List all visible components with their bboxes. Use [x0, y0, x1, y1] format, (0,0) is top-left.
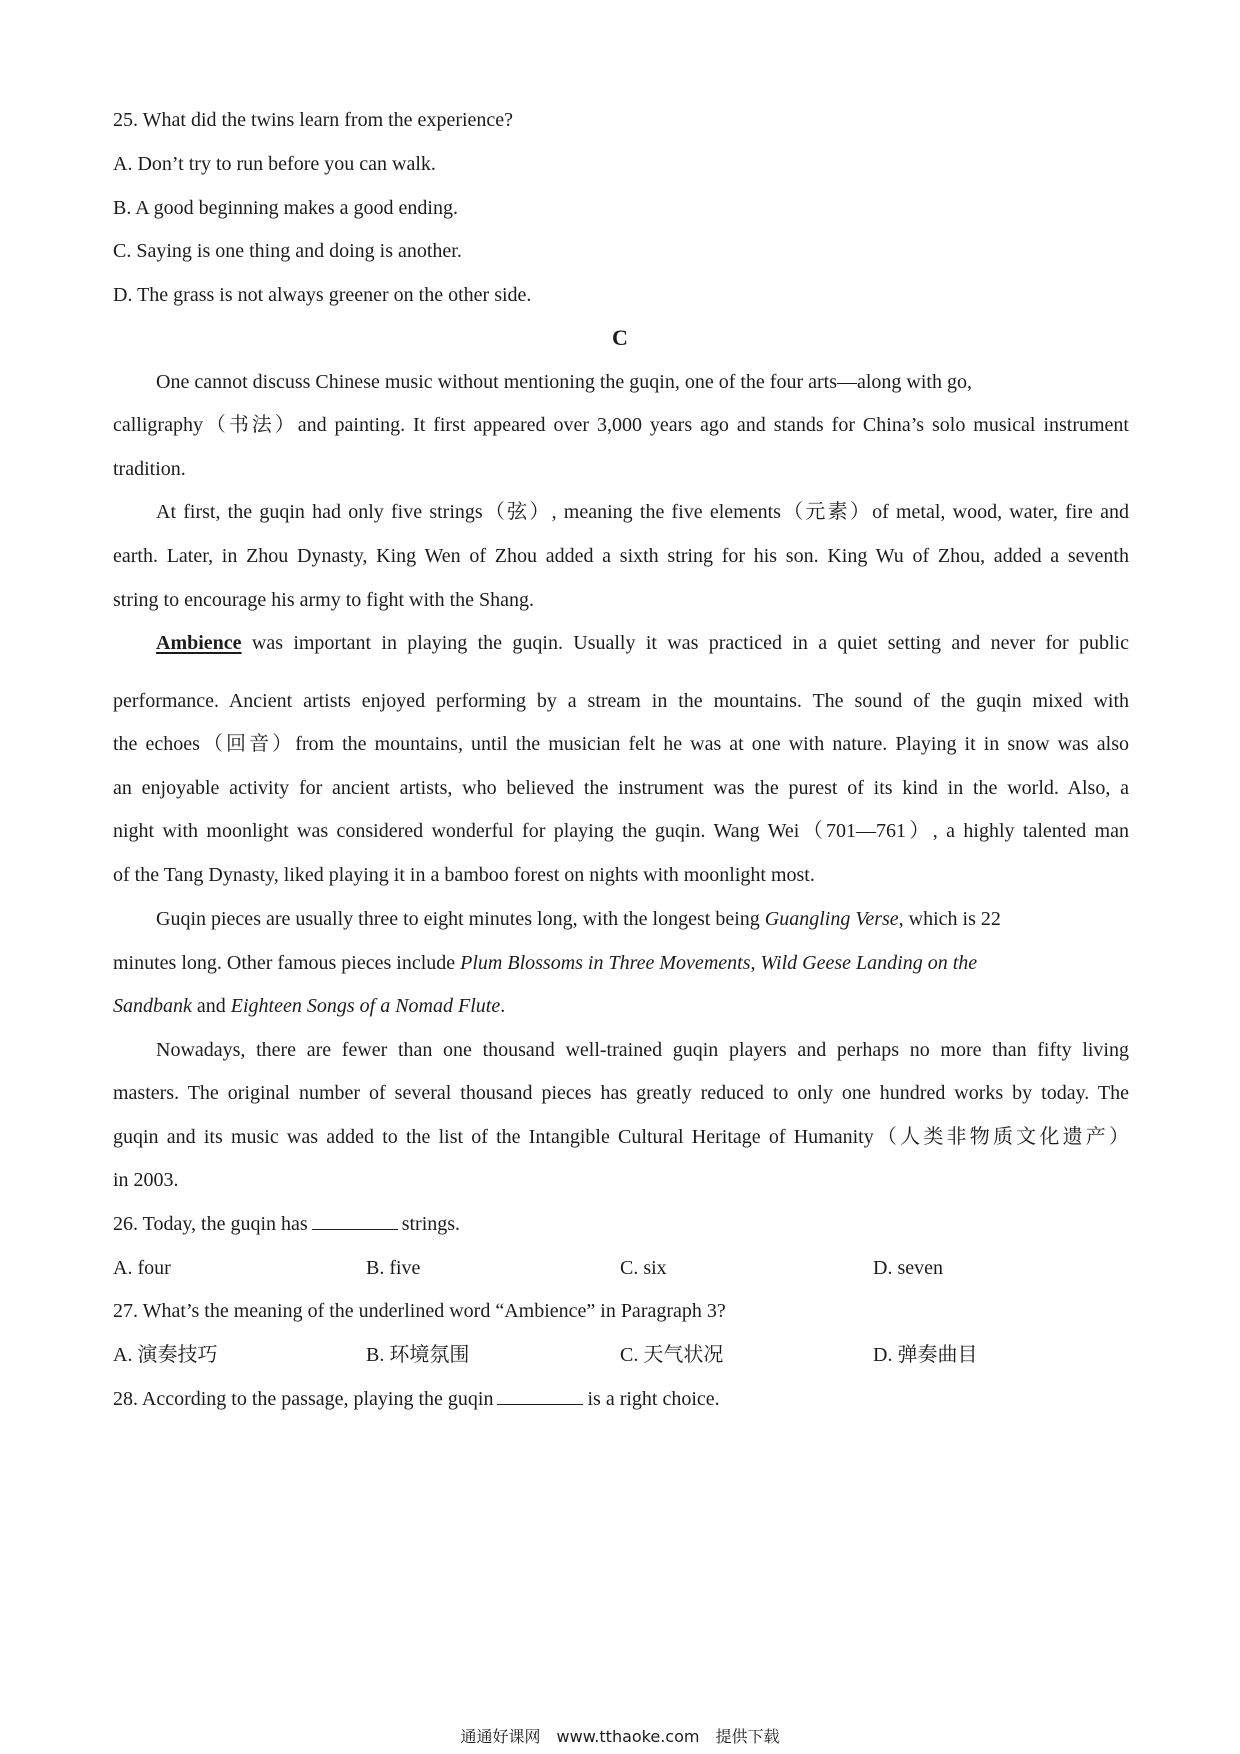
q26-option-a: A. four: [113, 1257, 171, 1279]
p3-line-4: an enjoyable activity for ancient artists, who believed the instrument was the purest of its kind in the world. Also, a: [113, 777, 1129, 799]
underlined-word-ambience: Ambience: [156, 632, 242, 654]
title-wild-geese-part-2: Sandbank: [113, 995, 192, 1017]
page-footer: 通通好课网 www.tthaoke.com 提供下载: [460, 1727, 780, 1746]
p2-line-1: At first, the guqin had only five strings（弦）, meaning the five elements（元素）of metal, wood, water, fire and: [156, 501, 1129, 523]
q28-answer-blank: [497, 1386, 583, 1405]
q28-text-after: is a right choice.: [587, 1388, 720, 1410]
p5-line-1: Nowadays, there are fewer than one thousand well-trained guqin players and perhaps no more than fifty living: [156, 1039, 1129, 1061]
p1-line-2: calligraphy（书法）and painting. It first appeared over 3,000 years ago and stands for China’s solo musical instrument: [113, 414, 1129, 436]
q26-answer-blank: [312, 1211, 398, 1230]
p3-line-5: night with moonlight was considered wonderful for playing the guqin. Wang Wei（701—761）, a highly talented man: [113, 820, 1129, 842]
q27-option-d: D. 弹奏曲目: [873, 1344, 978, 1366]
q26-option-d: D. seven: [873, 1257, 943, 1279]
p4-text: Guqin pieces are usually three to eight minutes long, with the longest being: [156, 908, 765, 930]
q26-text-after: strings.: [401, 1213, 461, 1235]
q26-text-before: 26. Today, the guqin has: [113, 1213, 308, 1235]
q27-option-a: A. 演奏技巧: [113, 1344, 218, 1366]
p4-text: minutes long. Other famous pieces include: [113, 952, 461, 974]
q27-question: 27. What’s the meaning of the underlined word “Ambience” in Paragraph 3?: [113, 1300, 726, 1322]
p3-line-1-rest: was important in playing the guqin. Usually it was practiced in a quiet setting and never for public: [241, 632, 1129, 654]
p1-line-3: tradition.: [113, 458, 186, 480]
p4-text: .: [500, 995, 506, 1017]
p5-line-3: guqin and its music was added to the list of the Intangible Cultural Heritage of Humanity（人类非物质文化遗产）: [113, 1126, 1129, 1148]
q27-option-b: B. 环境氛围: [366, 1344, 470, 1366]
title-plum-blossoms: Plum Blossoms in Three Movements: [460, 952, 751, 974]
section-heading: C: [612, 325, 628, 350]
q25-option-a: A. Don’t try to run before you can walk.: [113, 153, 436, 175]
q26-option-b: B. five: [366, 1257, 421, 1279]
p5-line-2: masters. The original number of several thousand pieces has greatly reduced to only one hundred works by today. The: [113, 1082, 1129, 1104]
title-eighteen-songs: Eighteen Songs of a Nomad Flute: [230, 995, 501, 1017]
p3-line-1: [156, 630, 1129, 656]
p4-line-3: [113, 993, 505, 1019]
p5-line-4: in 2003.: [113, 1169, 179, 1191]
p2-line-2: earth. Later, in Zhou Dynasty, King Wen of Zhou added a sixth string for his son. King Wu of Zhou, added a seventh: [113, 545, 1129, 567]
q25-option-b: B. A good beginning makes a good ending.: [113, 197, 458, 219]
q28-question: [113, 1386, 720, 1412]
p2-line-3: string to encourage his army to fight with the Shang.: [113, 589, 535, 611]
p3-line-6: of the Tang Dynasty, liked playing it in a bamboo forest on nights with moonlight most.: [113, 864, 815, 886]
p3-line-3: the echoes（回音）from the mountains, until the musician felt he was at one with nature. Playing it in snow was also: [113, 733, 1129, 755]
p4-text: , which is 22: [898, 908, 1001, 930]
q25-option-c: C. Saying is one thing and doing is another.: [113, 240, 462, 262]
p1-line-1: One cannot discuss Chinese music without mentioning the guqin, one of the four arts—along with go,: [156, 371, 972, 393]
title-guangling-verse: Guangling Verse: [764, 908, 899, 930]
p4-text: and: [191, 995, 231, 1017]
q28-text-before: 28. According to the passage, playing the guqin: [113, 1388, 494, 1410]
q26-question: [113, 1211, 460, 1237]
q25-question: 25. What did the twins learn from the experience?: [113, 109, 514, 131]
q26-option-c: C. six: [620, 1257, 667, 1279]
q25-option-d: D. The grass is not always greener on the other side.: [113, 284, 532, 306]
title-wild-geese-part-1: Wild Geese Landing on the: [760, 952, 978, 974]
q27-option-c: C. 天气状况: [620, 1344, 724, 1366]
p4-line-1: [156, 906, 1001, 932]
p3-line-2: performance. Ancient artists enjoyed performing by a stream in the mountains. The sound of the guqin mixed with: [113, 690, 1129, 712]
p4-line-2: [113, 950, 977, 976]
p4-text: ,: [750, 952, 761, 974]
